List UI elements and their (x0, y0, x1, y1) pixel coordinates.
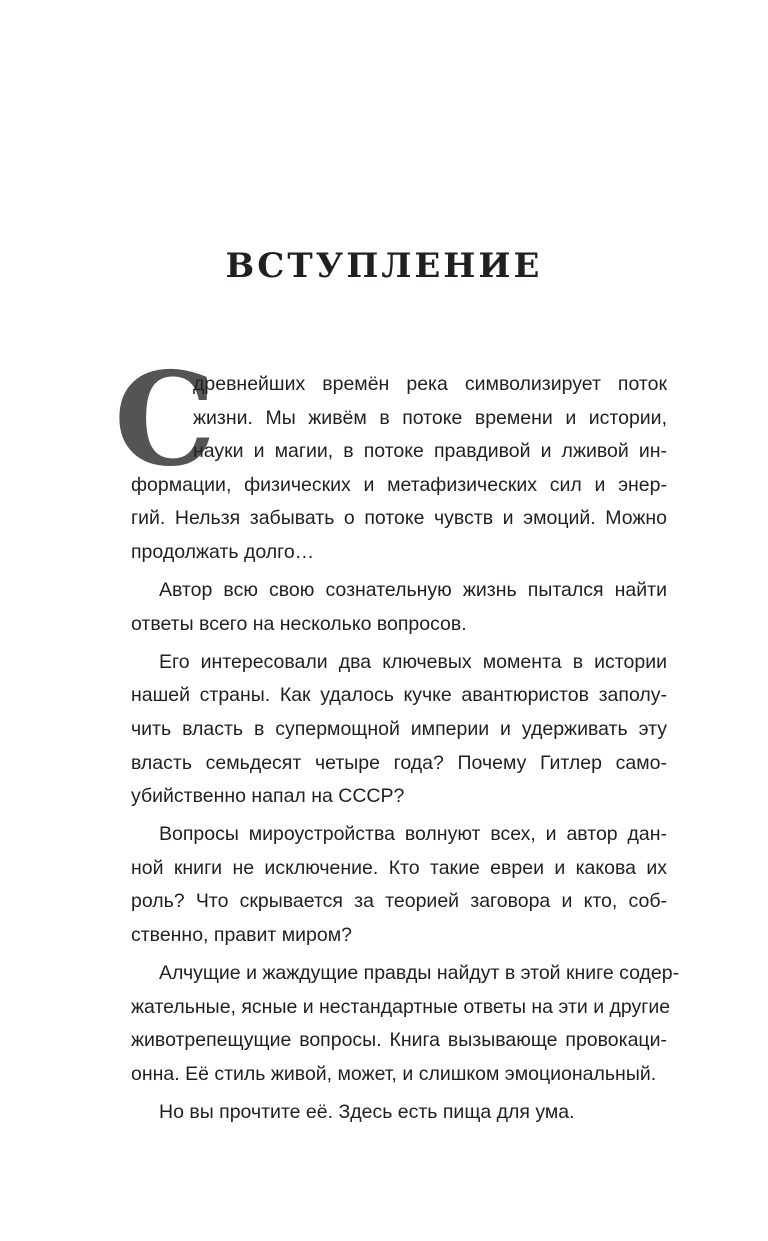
paragraph (131, 818, 667, 952)
text-line: Но вы прочтите её. Здесь есть пища для ума. (159, 1100, 575, 1123)
paragraph (131, 368, 667, 570)
text-line: онна. Её стиль живой, может, и слишком эмоциональный. (131, 1062, 657, 1085)
text-line: ной книги не исключение. Кто такие евреи и какова их (131, 856, 667, 879)
text-line: жизни. Мы живём в потоке времени и истории, (193, 406, 667, 429)
text-line: Его интересовали два ключевых момента в истории (159, 650, 667, 673)
text-line: древнейших времён река символизирует поток (193, 373, 667, 395)
paragraph (131, 957, 680, 1091)
text-line: убийственно напал на СССР? (131, 785, 405, 808)
paragraph (131, 1096, 667, 1130)
text-line: власть семьдесят четыре года? Почему Гитлер само- (131, 751, 667, 774)
text-line: нашей страны. Как удалось кучке авантюристов заполу- (131, 684, 667, 707)
paragraph (131, 574, 667, 641)
text-line: роль? Что скрывается за теорией заговора и кто, соб- (131, 890, 667, 913)
text-line: формации, физических и метафизических сил и энер- (131, 473, 667, 496)
body-text (131, 368, 680, 1134)
text-line: науки и магии, в потоке правдивой и лживой ин- (193, 440, 667, 463)
chapter-title: ВСТУПЛЕНИЕ (225, 246, 543, 286)
text-line: чить власть в супермощной империи и удерживать эту (131, 717, 667, 740)
text-line: ответы всего на несколько вопросов. (131, 612, 467, 635)
text-line: животрепещущие вопросы. Книга вызывающе провокаци- (131, 1029, 667, 1052)
text-line: Автор всю свою сознательную жизнь пытался найти (159, 579, 667, 602)
text-line: ственно, правит миром? (131, 924, 352, 946)
text-line: Алчущие и жаждущие правды найдут в этой книге содер- (159, 962, 680, 985)
text-line: гий. Нельзя забывать о потоке чувств и эмоций. Можно (131, 507, 667, 530)
drop-cap: С (114, 345, 216, 495)
text-line: Вопросы мироустройства волнуют всех, и автор дан- (159, 823, 667, 846)
paragraph (131, 646, 667, 814)
text-line: продолжать долго… (131, 540, 315, 563)
text-line: жательные, ясные и нестандартные ответы на эти и другие (131, 995, 671, 1018)
